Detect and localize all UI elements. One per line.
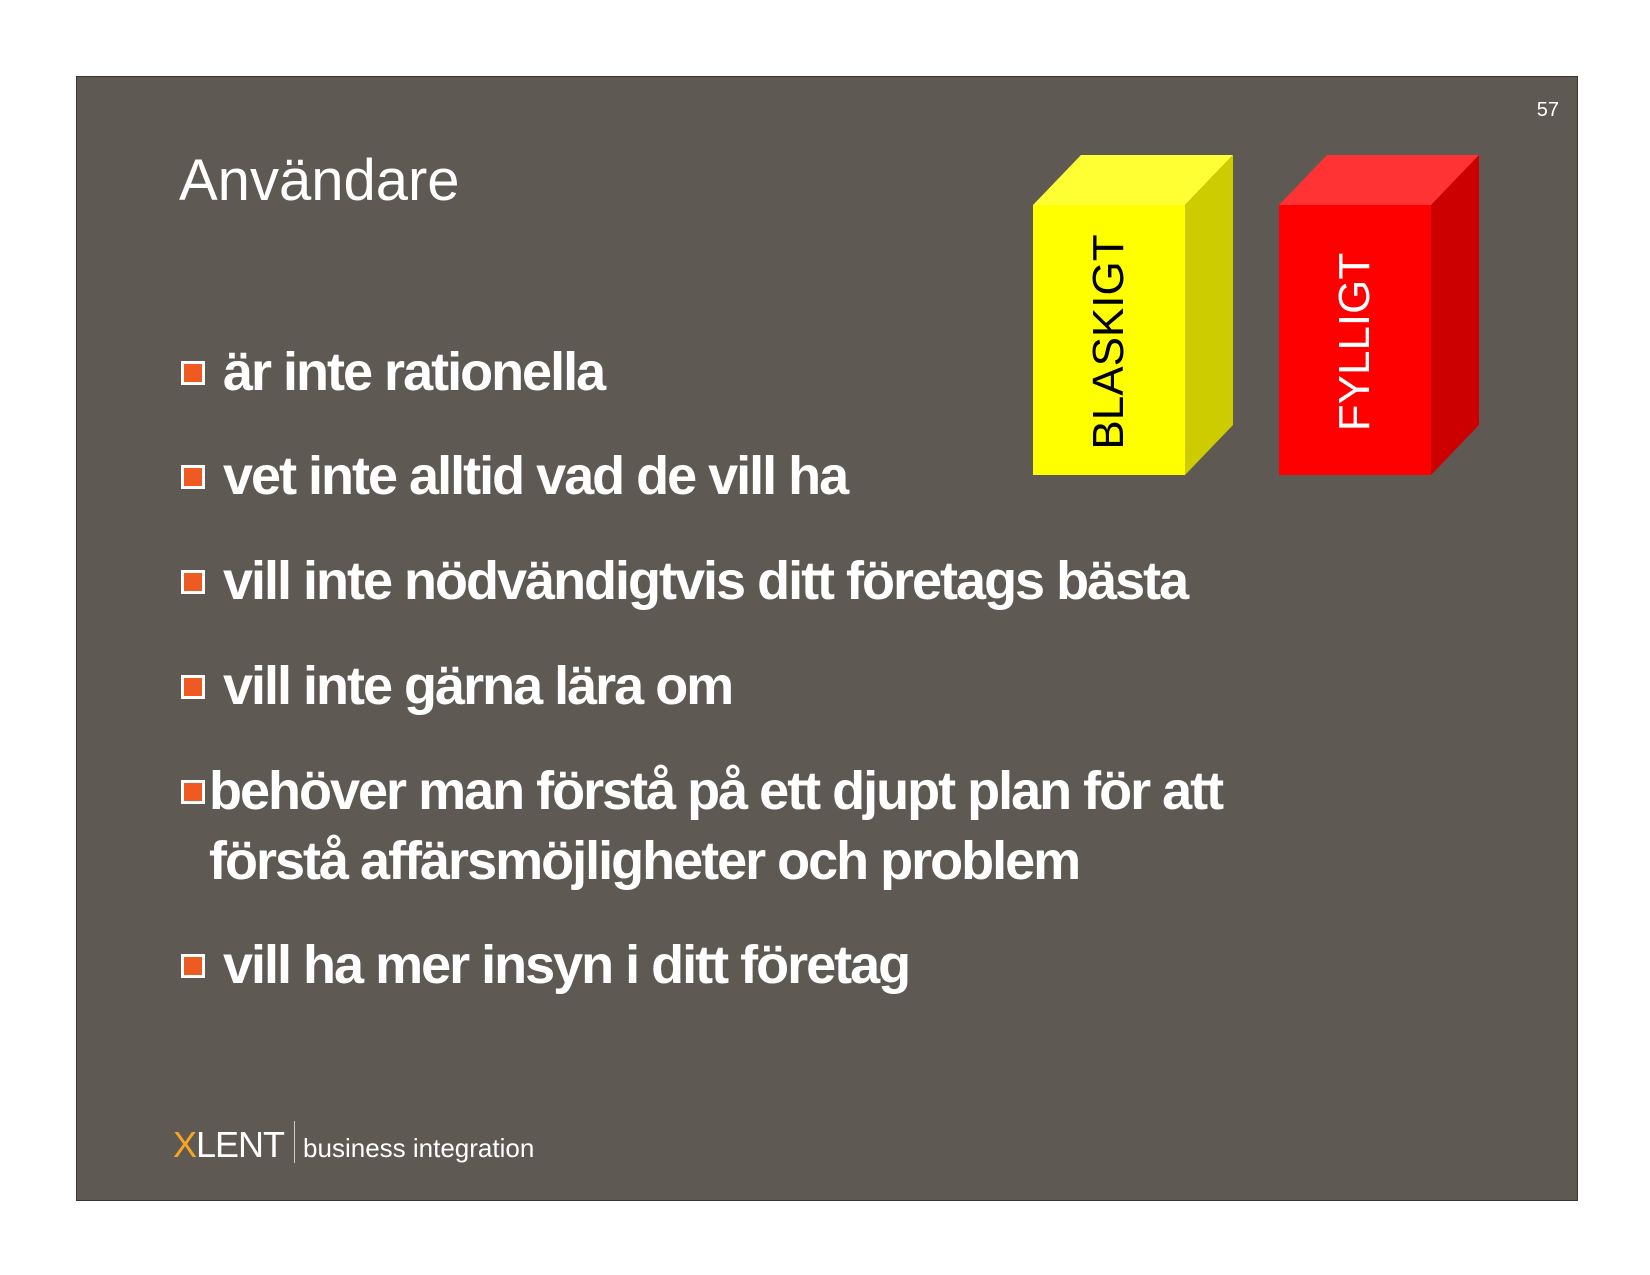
bullet-text: behöver man förstå på ett djupt plan för att förstå affärsmöjligheter och problem: [209, 761, 1223, 891]
logo-x: X: [173, 1124, 197, 1165]
bullet-marker-icon: [181, 780, 205, 804]
logo-tagline: business integration: [303, 1133, 535, 1163]
bullet-text: är inte rationella: [223, 342, 605, 402]
bullet-marker-icon: [181, 361, 205, 385]
slide-title: Användare: [179, 148, 460, 213]
bullet-marker-icon: [181, 465, 205, 489]
bullet-item: [181, 651, 732, 721]
bullet-marker-icon: [181, 570, 205, 594]
fylligt-box-side: [1431, 155, 1479, 475]
blaskigt-label: BLASKIGT: [1084, 234, 1133, 450]
bullet-text: vet inte alltid vad de vill ha: [223, 446, 848, 506]
bullet-item: [181, 756, 1359, 896]
bullet-marker-icon: [181, 954, 205, 978]
xlent-logo: [173, 1121, 534, 1163]
bullet-item: [181, 337, 604, 407]
blaskigt-box-side: [1185, 155, 1233, 475]
fylligt-box: [1279, 155, 1479, 475]
bullet-text: vill inte gärna lära om: [223, 656, 733, 716]
logo-divider: [294, 1121, 295, 1163]
bullet-text: vill inte nödvändigtvis ditt företags bästa: [223, 551, 1188, 611]
bullet-text: vill ha mer insyn i ditt företag: [223, 935, 910, 995]
slide: [76, 76, 1578, 1201]
logo-lent: LENT: [196, 1124, 285, 1165]
bullet-item: [181, 546, 1187, 616]
bullet-item: [181, 930, 909, 1000]
bullet-marker-icon: [181, 675, 205, 699]
page-number: 57: [1536, 99, 1559, 121]
fylligt-label: FYLLIGT: [1330, 252, 1379, 432]
blaskigt-box: [1033, 155, 1233, 475]
bullet-item: [181, 441, 847, 511]
